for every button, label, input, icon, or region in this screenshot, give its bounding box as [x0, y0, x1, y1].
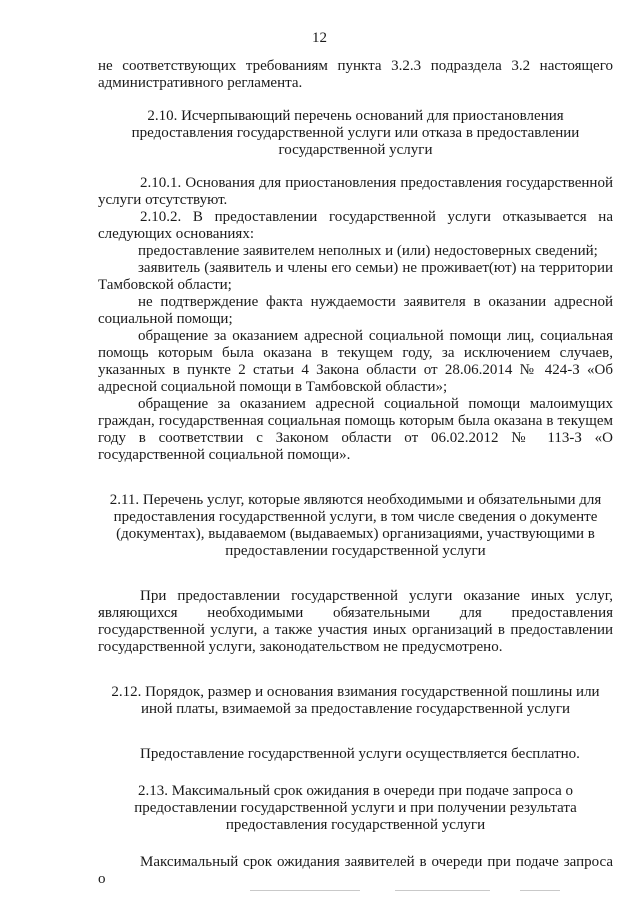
list-item-already-received: обращение за оказанием адресной социальной помощи лиц, социальная помощь которым была оказана в текущем году, за исключением случаев, указанных в пункте 2 статьи 4 Закона области от 28.06.2014 № 424-З «Об адресной социальной помощи в Тамбовской области»;	[98, 328, 613, 395]
scan-mark	[520, 890, 560, 891]
paragraph-2-13: Максимальный срок ожидания заявителей в очереди при подаче запроса о	[98, 854, 613, 887]
document-body	[98, 58, 613, 888]
scan-mark	[250, 890, 360, 891]
page-number: 12	[312, 30, 327, 46]
paragraph-2-10-1: 2.10.1. Основания для приостановления предоставления государственной услуги отсутствуют.	[98, 175, 613, 208]
list-item-state-social-aid: обращение за оказанием адресной социальной помощи малоимущих граждан, государственная социальная помощь которым была оказана в текущем году в соответствии с Законом области от 06.02.2012 № 113-З «О государственной социальной помощи».	[98, 396, 613, 463]
list-item-not-resident: заявитель (заявитель и члены его семьи) не проживает(ют) на территории Тамбовской области;	[98, 260, 613, 293]
paragraph-2-11: При предоставлении государственной услуги оказание иных услуг, являющихся необходимыми обязательными для предоставления государственной услуги, а также участия иных организаций в предоставлении государственной услуги, законодательством не предусмотрено.	[98, 588, 613, 655]
paragraph-2-12: Предоставление государственной услуги осуществляется бесплатно.	[140, 746, 580, 762]
list-item-incomplete-info: предоставление заявителем неполных и (или) недостоверных сведений;	[138, 243, 598, 259]
paragraph-continuation: не соответствующих требованиям пункта 3.2.3 подраздела 3.2 настоящего административного регламента.	[98, 58, 613, 91]
heading-2-11: 2.11. Перечень услуг, которые являются необходимыми и обязательными для предоставления государственной услуги, в том числе сведения о документе (документах), выдаваемом (выдаваемых) организациями, участвующими в предоставлении государственной услуги	[109, 492, 602, 559]
scan-mark	[395, 890, 490, 891]
paragraph-2-10-2: 2.10.2. В предоставлении государственной услуги отказывается на следующих основаниях:	[98, 209, 613, 242]
list-item-need-not-confirmed: не подтверждение факта нуждаемости заявителя в оказании адресной социальной помощи;	[98, 294, 613, 327]
scan-artifacts	[0, 888, 639, 894]
heading-2-10: 2.10. Исчерпывающий перечень оснований для приостановления предоставления государственной услуги или отказа в предоставлении государственной услуги	[131, 108, 580, 158]
heading-2-13: 2.13. Максимальный срок ожидания в очереди при подаче запроса о предоставлении государственной услуги и при получении результата предоставления государственной услуги	[134, 783, 577, 833]
heading-2-12: 2.12. Порядок, размер и основания взимания государственной пошлины или иной платы, взимаемой за предоставление государственной услуги	[111, 684, 600, 717]
